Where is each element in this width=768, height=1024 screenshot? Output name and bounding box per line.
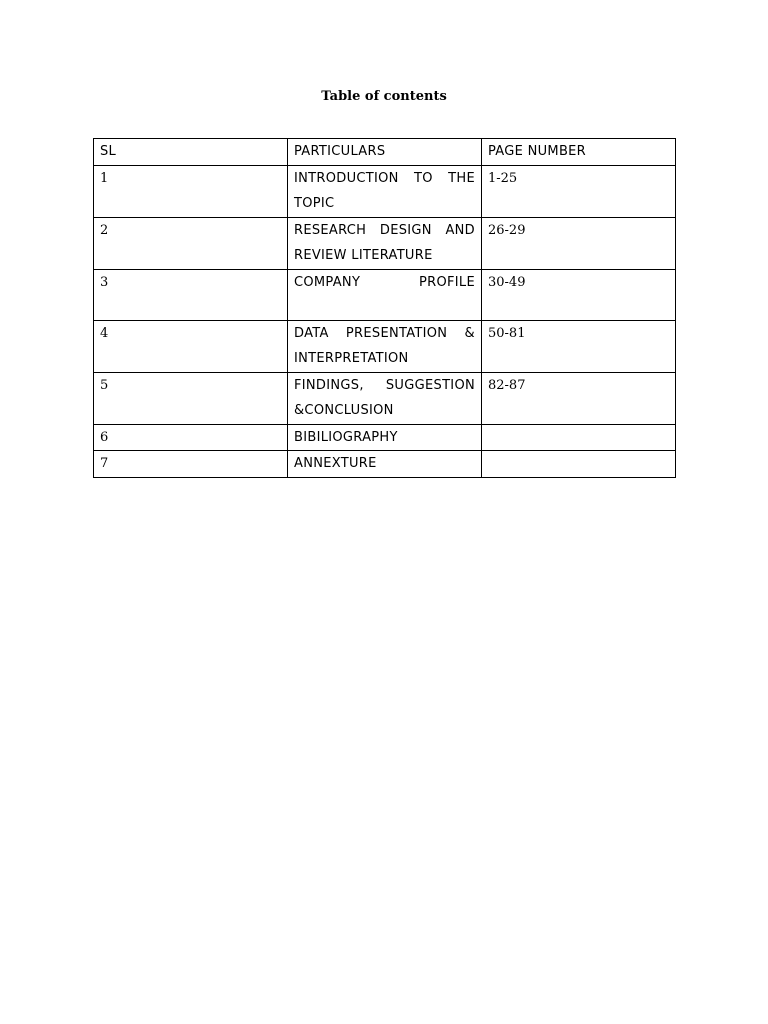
table-row xyxy=(94,217,676,269)
table-row xyxy=(94,424,676,451)
row-page-number xyxy=(482,424,676,451)
row-page-number: 1-25 xyxy=(482,165,676,217)
row-page-number: 30-49 xyxy=(482,269,676,320)
row-page-number: 50-81 xyxy=(482,320,676,372)
row-sl: 5 xyxy=(94,372,288,424)
table-row xyxy=(94,372,676,424)
table-header-row xyxy=(94,139,676,166)
table-of-contents xyxy=(93,138,676,478)
header-sl: SL xyxy=(94,139,288,166)
row-page-number: 82-87 xyxy=(482,372,676,424)
row-sl: 4 xyxy=(94,320,288,372)
row-sl: 1 xyxy=(94,165,288,217)
row-particulars: FINDINGS, SUGGESTION &CONCLUSION xyxy=(288,372,482,424)
header-page-number: PAGE NUMBER xyxy=(482,139,676,166)
table-row xyxy=(94,165,676,217)
table-row xyxy=(94,269,676,320)
page-title: Table of contents xyxy=(321,89,447,104)
row-particulars: DATA PRESENTATION & INTERPRETATION xyxy=(288,320,482,372)
row-particulars: BIBILIOGRAPHY xyxy=(288,424,482,451)
row-particulars: ANNEXTURE xyxy=(288,451,482,478)
row-page-number xyxy=(482,451,676,478)
table-row xyxy=(94,451,676,478)
row-page-number: 26-29 xyxy=(482,217,676,269)
row-sl: 6 xyxy=(94,424,288,451)
row-particulars: RESEARCH DESIGN AND REVIEW LITERATURE xyxy=(288,217,482,269)
row-particulars: INTRODUCTION TO THE TOPIC xyxy=(288,165,482,217)
row-sl: 7 xyxy=(94,451,288,478)
row-particulars: COMPANY PROFILE xyxy=(288,269,482,320)
table-row xyxy=(94,320,676,372)
header-particulars: PARTICULARS xyxy=(288,139,482,166)
row-sl: 2 xyxy=(94,217,288,269)
row-sl: 3 xyxy=(94,269,288,320)
